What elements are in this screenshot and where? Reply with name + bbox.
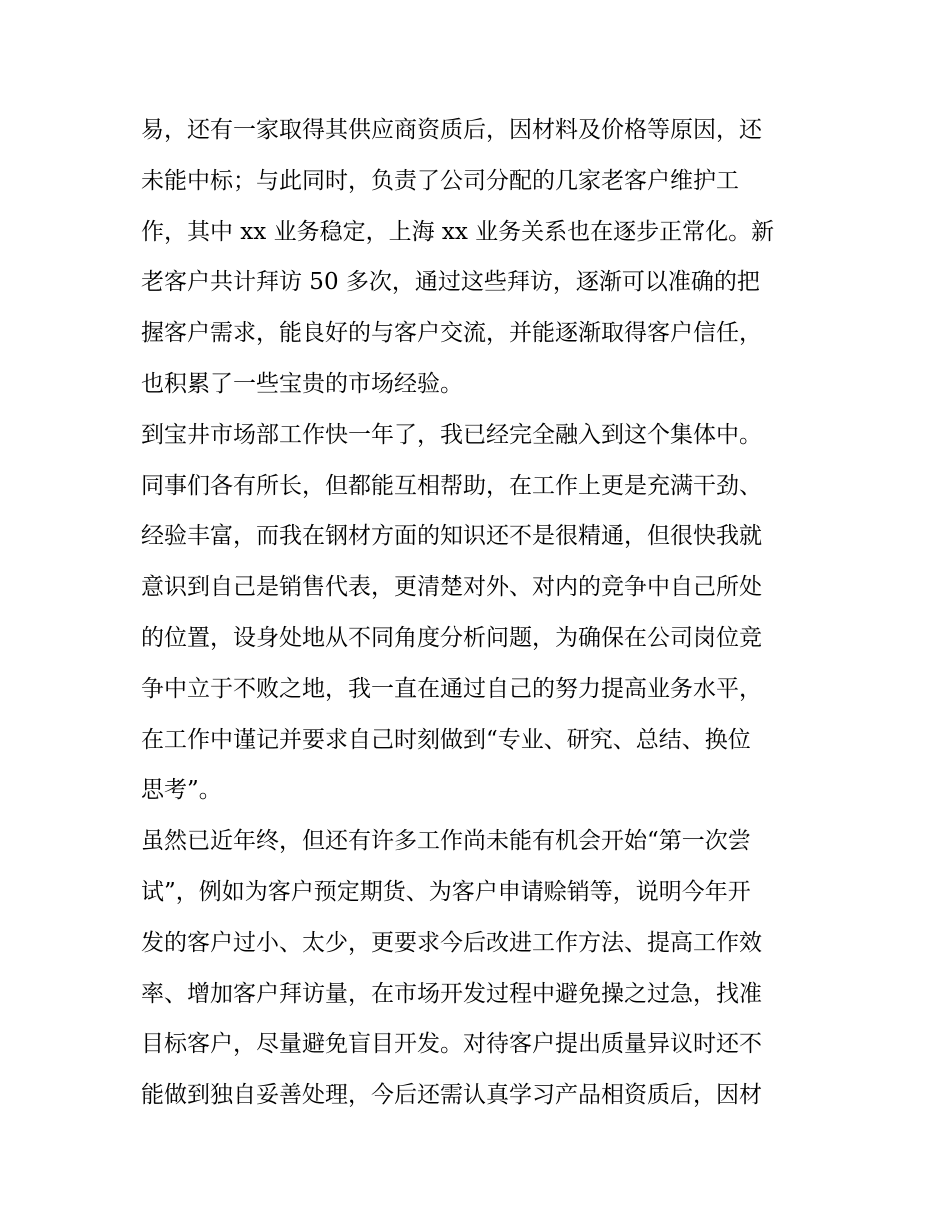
text-line: 老客户共计拜访 50 多次，通过这些拜访，逐渐可以准确的把 <box>141 269 760 296</box>
text-line: 思考”。 <box>141 777 222 804</box>
text-line: 握客户需求，能良好的与客户交流，并能逐渐取得客户信任， <box>141 320 762 347</box>
body-text <box>141 108 817 1124</box>
text-line: 作，其中 xx 业务稳定，上海 xx 业务关系也在逐步正常化。新 <box>141 218 775 245</box>
text-line: 的位置，设身处地从不同角度分析问题，为确保在公司岗位竞 <box>141 624 762 651</box>
text-line: 虽然已近年终，但还有许多工作尚未能有机会开始“第一次尝 <box>141 828 751 855</box>
text-line: 经验丰富，而我在钢材方面的知识还不是很精通，但很快我就 <box>141 523 762 550</box>
text-line: 未能中标；与此同时，负责了公司分配的几家老客户维护工 <box>141 167 739 194</box>
text-line: 争中立于不败之地，我一直在通过自己的努力提高业务水平， <box>141 675 762 702</box>
text-line: 在工作中谨记并要求自己时刻做到“专业、研究、总结、换位 <box>141 726 751 753</box>
text-line: 也积累了一些宝贵的市场经验。 <box>141 370 463 397</box>
text-line: 目标客户，尽量避免盲目开发。对待客户提出质量异议时还不 <box>141 1031 762 1058</box>
text-line: 同事们各有所长，但都能互相帮助，在工作上更是充满干劲、 <box>141 472 762 499</box>
text-line: 发的客户过小、太少，更要求今后改进工作方法、提高工作效 <box>141 929 762 956</box>
text-line: 试”，例如为客户预定期货、为客户申请赊销等，说明今年开 <box>141 878 751 905</box>
text-line: 能做到独自妥善处理，今后还需认真学习产品相资质后，因材 <box>141 1082 762 1109</box>
text-line: 意识到自己是销售代表，更清楚对外、对内的竞争中自己所处 <box>141 574 762 601</box>
text-line: 率、增加客户拜访量，在市场开发过程中避免操之过急，找准 <box>141 980 762 1007</box>
text-line: 易，还有一家取得其供应商资质后，因材料及价格等原因，还 <box>141 117 762 143</box>
text-line: 到宝井市场部工作快一年了，我已经完全融入到这个集体中。 <box>141 421 762 448</box>
